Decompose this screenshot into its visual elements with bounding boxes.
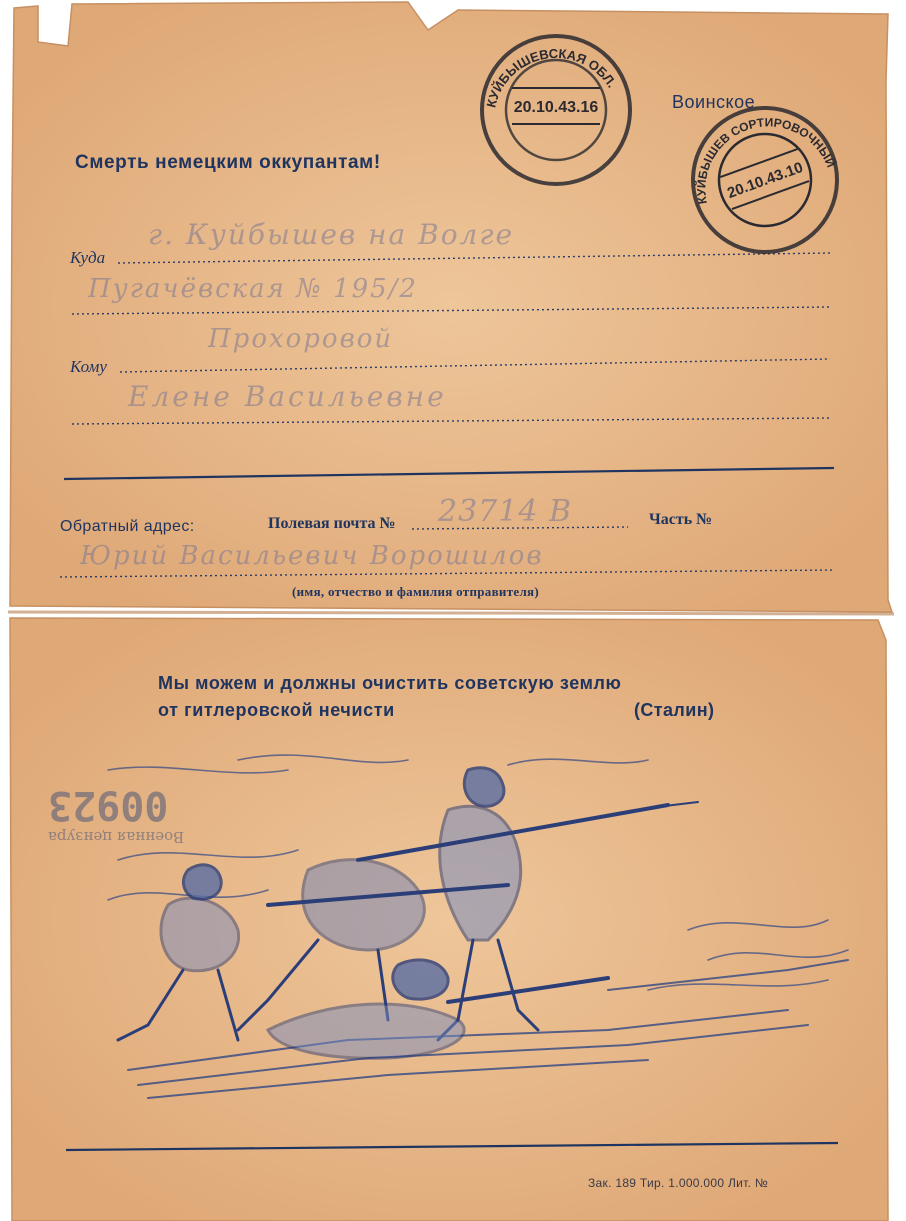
- letter-sheet: [8, 0, 894, 1221]
- to-where-label: Куда: [70, 248, 106, 267]
- postmark-1-ring: КУЙБЫШЕВСКАЯ ОБЛ.: [483, 45, 620, 110]
- postmark-1-date: 20.10.43.16: [513, 99, 599, 116]
- handwritten-field-post-number: 23714 В: [438, 494, 573, 529]
- unit-label: Часть №: [649, 511, 713, 528]
- handwritten-recipient-1: Прохоровой: [208, 324, 394, 354]
- field-post-label: Полевая почта №: [268, 515, 396, 532]
- quote-line-2: от гитлеровской нечисти: [158, 700, 395, 720]
- postmark-2-ring: КУЙБЫШЕВ СОРТИРОВОЧНЫЙ: [694, 115, 839, 206]
- quote-line-1: Мы можем и должны очистить советскую землю: [158, 673, 622, 693]
- handwritten-sender-name: Юрий Васильевич Ворошилов: [80, 541, 544, 571]
- handwritten-address-2: Пугачёвская № 195/2: [88, 274, 418, 304]
- censor-word: Военная цензура: [48, 828, 185, 846]
- handwritten-address-1: г. Куйбышев на Волге: [148, 218, 515, 251]
- postmark-stamp-2: [680, 100, 850, 260]
- postmark-2-date: 20.10.43.10: [725, 158, 806, 203]
- sender-hint: (имя, отчество и фамилия отправителя): [292, 584, 540, 599]
- postmark-stamp-1: [468, 30, 644, 190]
- quote-author: (Сталин): [634, 700, 715, 720]
- soldiers-illustration: [88, 740, 868, 1120]
- slogan-heading: Смерть немецким оккупантам!: [75, 152, 381, 173]
- svg-text:КУЙБЫШЕВ СОРТИРОВОЧНЫЙ: [680, 100, 839, 215]
- mail-category: Воинское: [672, 92, 756, 112]
- print-info: Зак. 189 Тир. 1.000.000 Лит. №: [588, 1176, 769, 1190]
- handwritten-recipient-2: Елене Васильевне: [128, 380, 447, 413]
- censor-number: 00923: [48, 782, 169, 828]
- to-whom-label: Кому: [70, 357, 107, 376]
- return-address-label: Обратный адрес:: [60, 518, 195, 535]
